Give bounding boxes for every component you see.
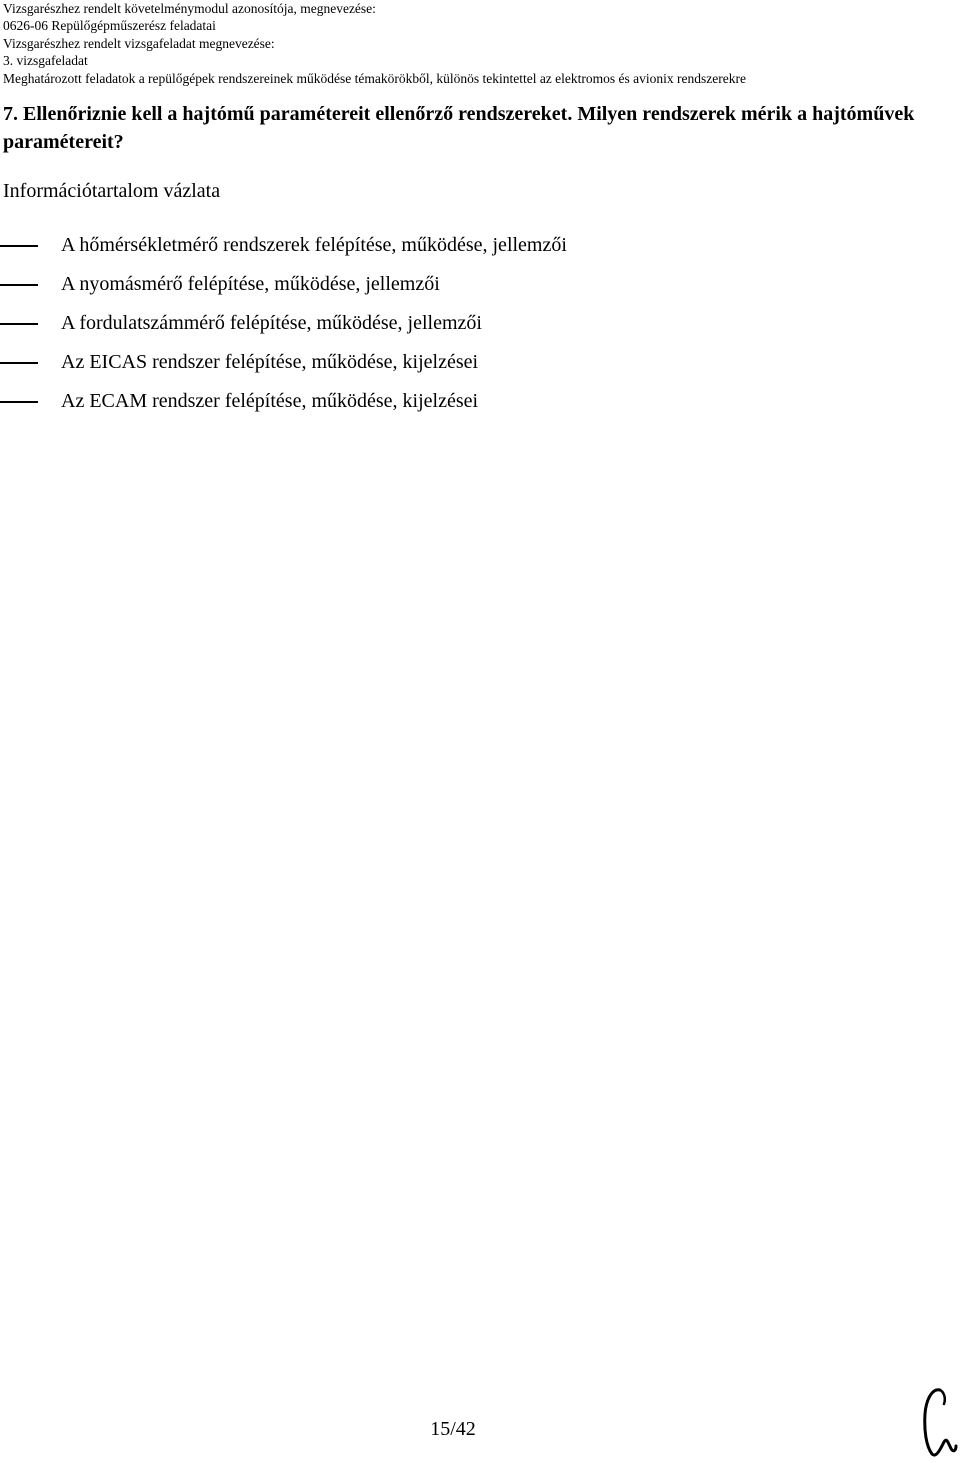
header-task-number: 3. vizsgafeladat [3, 53, 88, 69]
outline-item [0, 347, 950, 386]
outline-item-text: A hőmérsékletmérő rendszerek felépítése, működése, jellemzői [61, 234, 567, 256]
header-task-description: Meghatározott feladatok a repülőgépek rendszereinek működése témakörökből, különös tekintettel az elektromos és avionix rendszerekre [3, 70, 746, 86]
page-number: 15/42 [430, 1418, 476, 1440]
outline-item-text: A fordulatszámmérő felépítése, működése, jellemzői [61, 312, 482, 334]
outline-title: Információtartalom vázlata [3, 180, 221, 202]
header-task-label: Vizsgarészhez rendelt vizsgafeladat megnevezése: [3, 35, 275, 51]
question-text: 7. Ellenőriznie kell a hajtómű paramétereit ellenőrző rendszereket. Milyen rendszerek mérik a hajtóművek paramétereit? [3, 103, 915, 153]
outline-item-text: Az ECAM rendszer felépítése, működése, kijelzései [61, 390, 479, 412]
header-module-label: Vizsgarészhez rendelt követelménymodul azonosítója, megnevezése: [3, 1, 376, 16]
outline-item [0, 308, 950, 347]
outline-item [0, 269, 950, 308]
outline-list [0, 230, 950, 425]
header-module-name: 0626-06 Repülőgépműszerész feladatai [3, 18, 216, 34]
dash-bullet-icon [0, 245, 38, 247]
dash-bullet-icon [0, 401, 38, 403]
dash-bullet-icon [0, 362, 38, 364]
outline-item-text: A nyomásmérő felépítése, működése, jellemzői [61, 273, 440, 295]
document-header [3, 0, 953, 87]
outline-item-text: Az EICAS rendszer felépítése, működése, kijelzései [61, 351, 479, 373]
signature-mark [918, 1384, 958, 1460]
outline-item [0, 230, 950, 269]
dash-bullet-icon [0, 284, 38, 286]
dash-bullet-icon [0, 323, 38, 325]
outline-item [0, 386, 950, 425]
